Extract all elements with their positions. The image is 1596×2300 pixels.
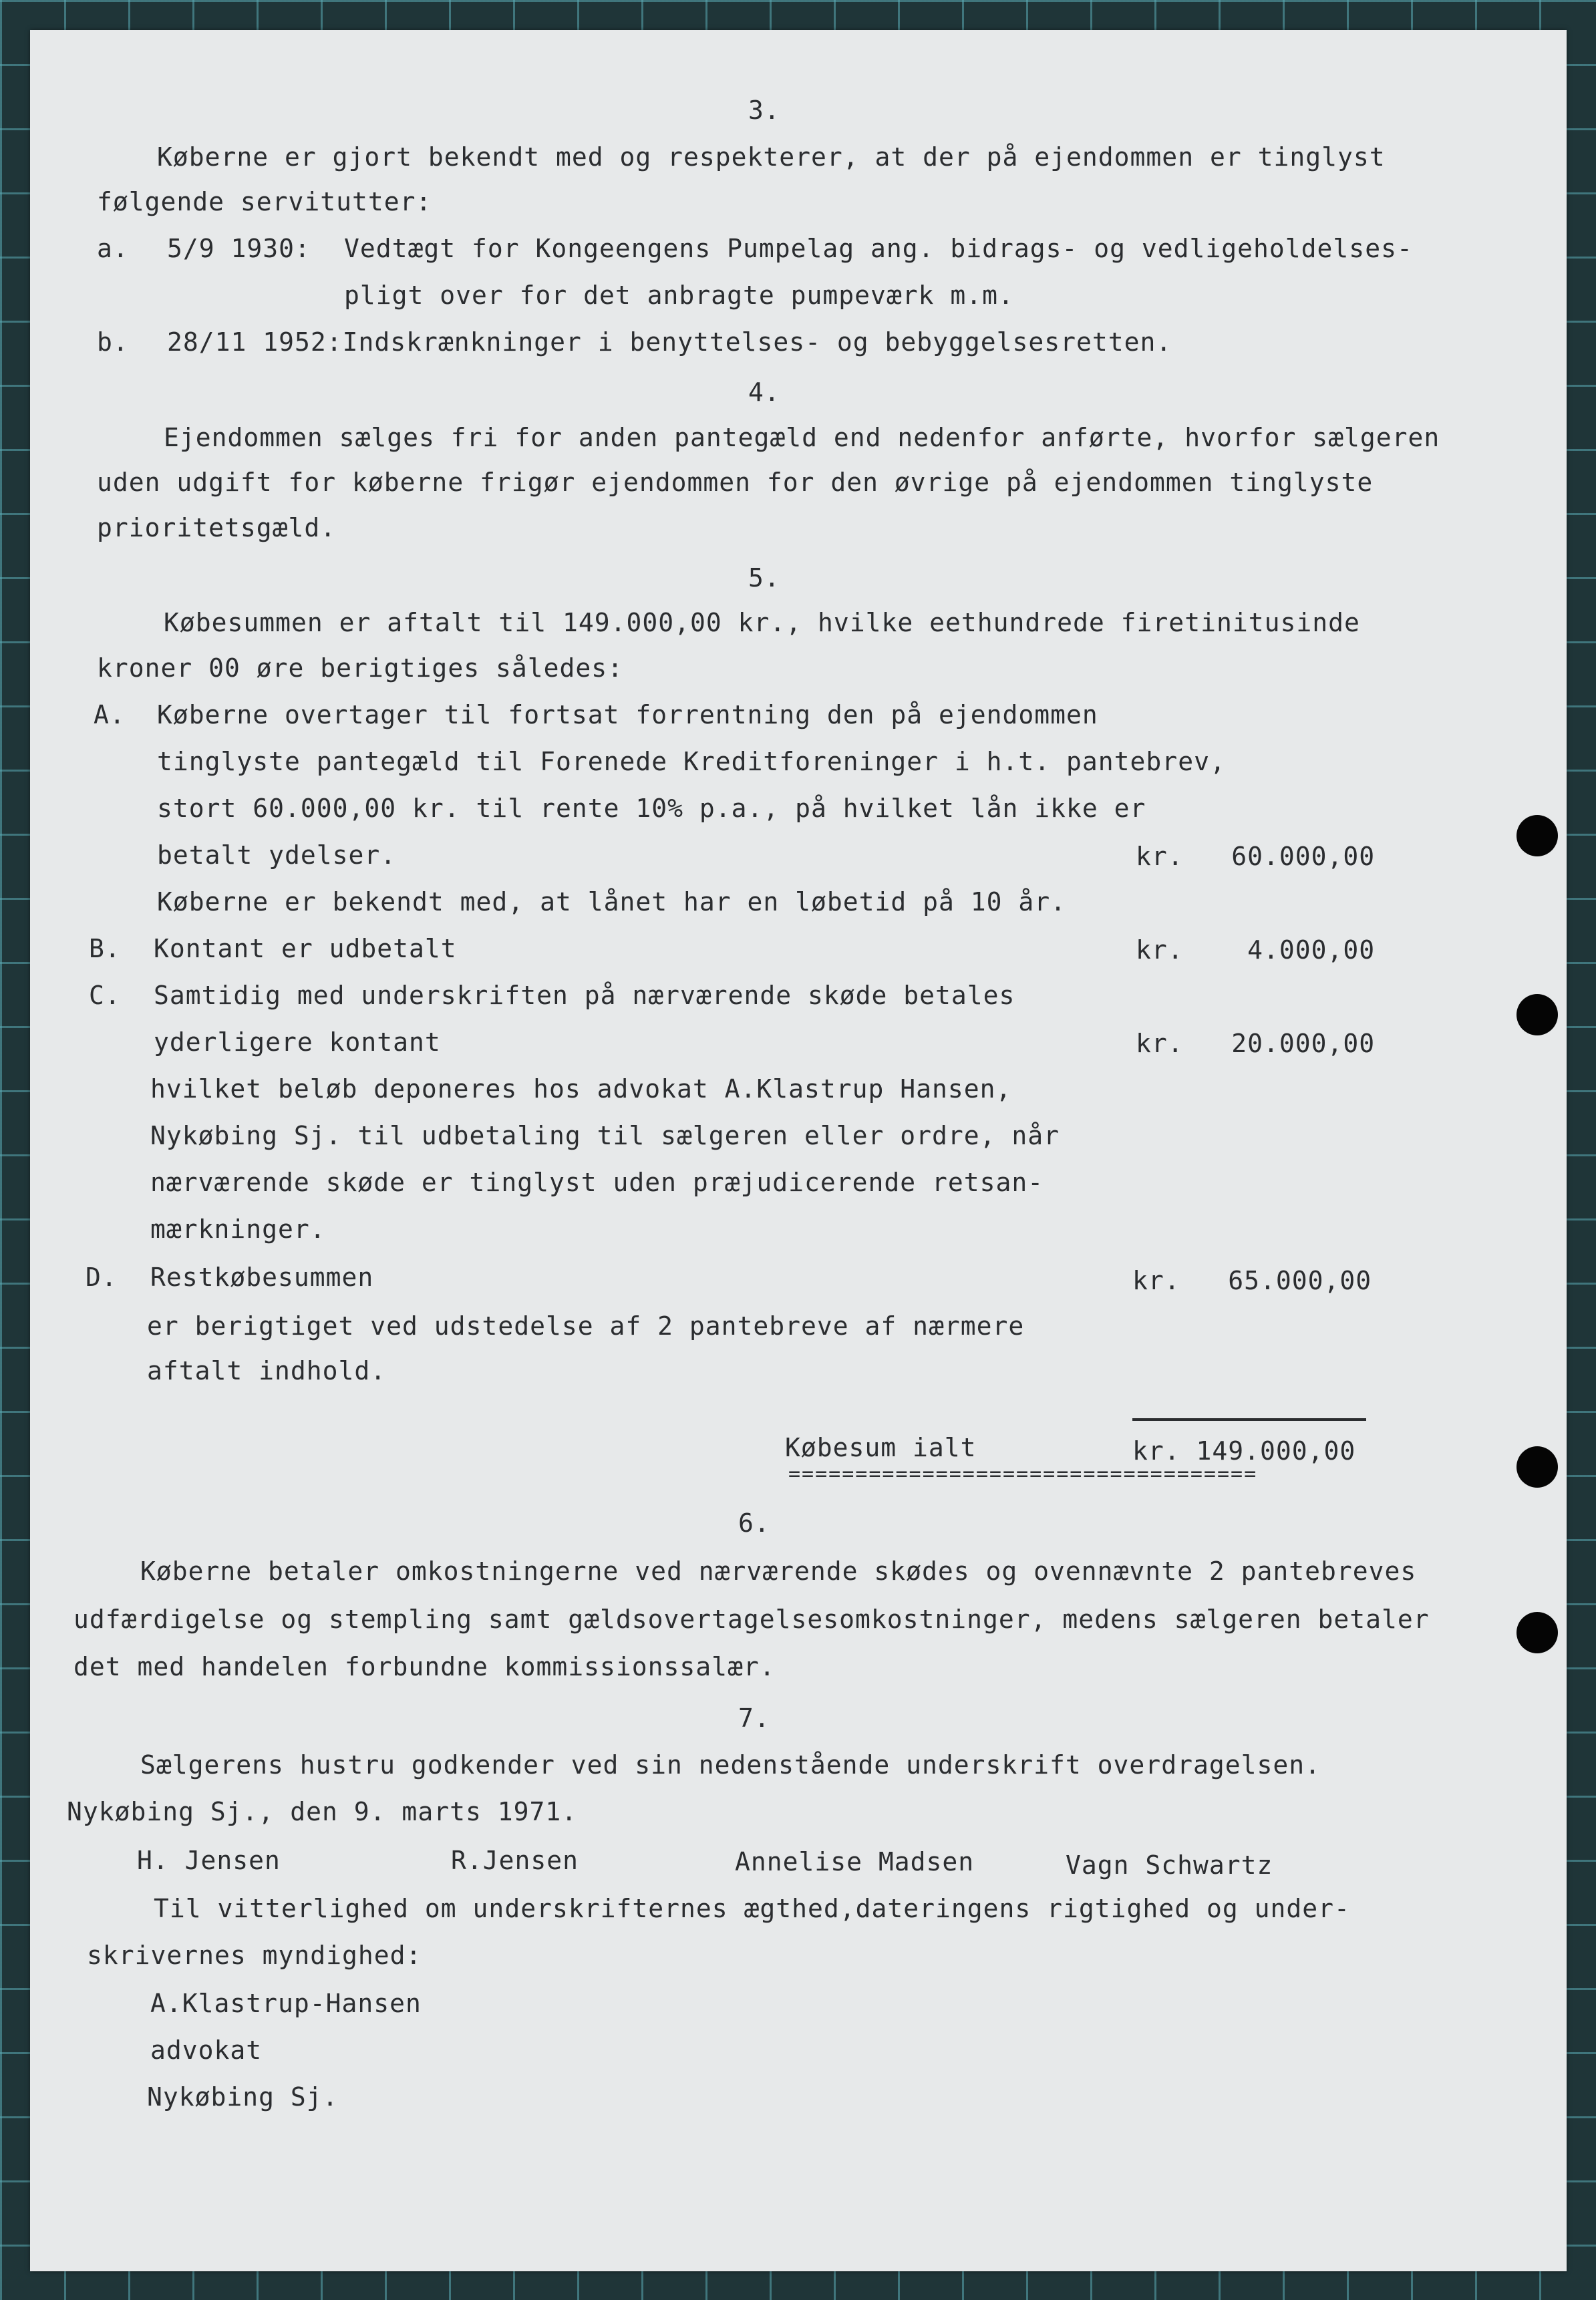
item-B-label: B. <box>89 934 121 963</box>
section-4-line-2: uden udgift for køberne frigør ejendommen for den øvrige på ejendommen tinglyste <box>97 468 1374 497</box>
item-D-label: D. <box>86 1263 118 1292</box>
section-5-number: 5. <box>748 563 780 593</box>
item-a-date: 5/9 1930: <box>167 234 311 263</box>
section-5-line-2: kroner 00 øre berigtiges således: <box>97 653 623 683</box>
section-4-line-1: Ejendommen sælges fri for anden pantegæld end nedenfor anførte, hvorfor sælgeren <box>164 423 1440 452</box>
item-b-label: b. <box>97 327 129 357</box>
item-A-text-3: stort 60.000,00 kr. til rente 10% p.a., på hvilket lån ikke er <box>157 794 1146 823</box>
signature-2: R.Jensen <box>451 1846 579 1875</box>
signature-1: H. Jensen <box>137 1846 281 1875</box>
total-rule <box>1132 1418 1366 1421</box>
lawyer-title: advokat <box>150 2035 263 2065</box>
section-3-line-1: Køberne er gjort bekendt med og respekterer, at der på ejendommen er tinglyst <box>157 142 1386 172</box>
section-6-number: 6. <box>738 1508 770 1538</box>
place-date: Nykøbing Sj., den 9. marts 1971. <box>67 1797 578 1826</box>
lawyer-name: A.Klastrup-Hansen <box>150 1989 422 2018</box>
lawyer-city: Nykøbing Sj. <box>147 2082 339 2112</box>
item-a-label: a. <box>97 234 129 263</box>
item-B-amount: kr. 4.000,00 <box>1136 935 1376 965</box>
item-A-text-4: betalt ydelser. <box>157 840 397 870</box>
item-D-amount: kr. 65.000,00 <box>1132 1266 1372 1295</box>
item-a-text-1: Vedtægt for Kongeengens Pumpelag ang. bidrags- og vedligeholdelses- <box>344 234 1413 263</box>
section-3-number: 3. <box>748 96 780 125</box>
section-5-line-1: Købesummen er aftalt til 149.000,00 kr., hvilke eethundrede firetinitusinde <box>164 608 1360 637</box>
section-6-line-3: det med handelen forbundne kommissionssalær. <box>73 1652 776 1681</box>
item-A-text-2: tinglyste pantegæld til Forenede Kreditforeninger i h.t. pantebrev, <box>157 747 1226 776</box>
item-A-amount: kr. 60.000,00 <box>1136 842 1376 871</box>
section-3-line-2: følgende servitutter: <box>97 187 432 216</box>
item-B-text: Kontant er udbetalt <box>154 934 457 963</box>
item-b-text: 28/11 1952:Indskrænkninger i benyttelses- og bebyggelsesretten. <box>167 327 1172 357</box>
item-C-text-5: nærværende skøde er tinglyst uden præjudicerende retsan- <box>150 1168 1044 1197</box>
section-7-number: 7. <box>738 1703 770 1733</box>
item-C-amount: kr. 20.000,00 <box>1136 1029 1376 1058</box>
signature-4: Vagn Schwartz <box>1066 1850 1273 1880</box>
item-D-text-2: er berigtiget ved udstedelse af 2 pantebreve af nærmere <box>147 1311 1025 1341</box>
item-A-text-5: Køberne er bekendt med, at lånet har en løbetid på 10 år. <box>157 887 1067 917</box>
item-C-text-1: Samtidig med underskriften på nærværende skøde betales <box>154 981 1015 1010</box>
item-D-text-1: Restkøbesummen <box>150 1263 374 1292</box>
section-7-line-1: Sælgerens hustru godkender ved sin nedenstående underskrift overdragelsen. <box>140 1750 1321 1780</box>
signature-3: Annelise Madsen <box>735 1847 975 1876</box>
punch-hole-4 <box>1517 1612 1558 1653</box>
item-C-text-2: yderligere kontant <box>154 1027 441 1057</box>
item-C-text-3: hvilket beløb deponeres hos advokat A.Klastrup Hansen, <box>150 1074 1012 1104</box>
item-D-text-3: aftalt indhold. <box>147 1356 387 1385</box>
punch-hole-2 <box>1517 994 1558 1035</box>
item-C-text-6: mærkninger. <box>150 1214 326 1244</box>
item-A-label: A. <box>94 700 126 729</box>
punch-hole-1 <box>1517 815 1558 856</box>
witness-line-1: Til vitterlighed om underskrifternes ægthed,dateringens rigtighed og under- <box>154 1894 1350 1923</box>
punch-hole-3 <box>1517 1446 1558 1488</box>
total-double-rule: =================================== <box>788 1462 1258 1486</box>
item-a-text-2: pligt over for det anbragte pumpeværk m.m. <box>344 281 1014 310</box>
total-amount: kr. 149.000,00 <box>1132 1436 1356 1466</box>
document-page <box>30 30 1567 2271</box>
section-6-line-2: udfærdigelse og stempling samt gældsovertagelsesomkostninger, medens sælgeren betaler <box>73 1605 1430 1634</box>
total-label: Købesum ialt <box>785 1433 977 1462</box>
item-A-text-1: Køberne overtager til fortsat forrentning den på ejendommen <box>157 700 1098 729</box>
section-4-number: 4. <box>748 377 780 407</box>
item-C-label: C. <box>89 981 121 1010</box>
witness-line-2: skrivernes myndighed: <box>87 1941 422 1970</box>
section-4-line-3: prioritetsgæld. <box>97 513 337 542</box>
item-C-text-4: Nykøbing Sj. til udbetaling til sælgeren eller ordre, når <box>150 1121 1060 1150</box>
section-6-line-1: Køberne betaler omkostningerne ved nærværende skødes og ovennævnte 2 pantebreves <box>140 1556 1417 1586</box>
